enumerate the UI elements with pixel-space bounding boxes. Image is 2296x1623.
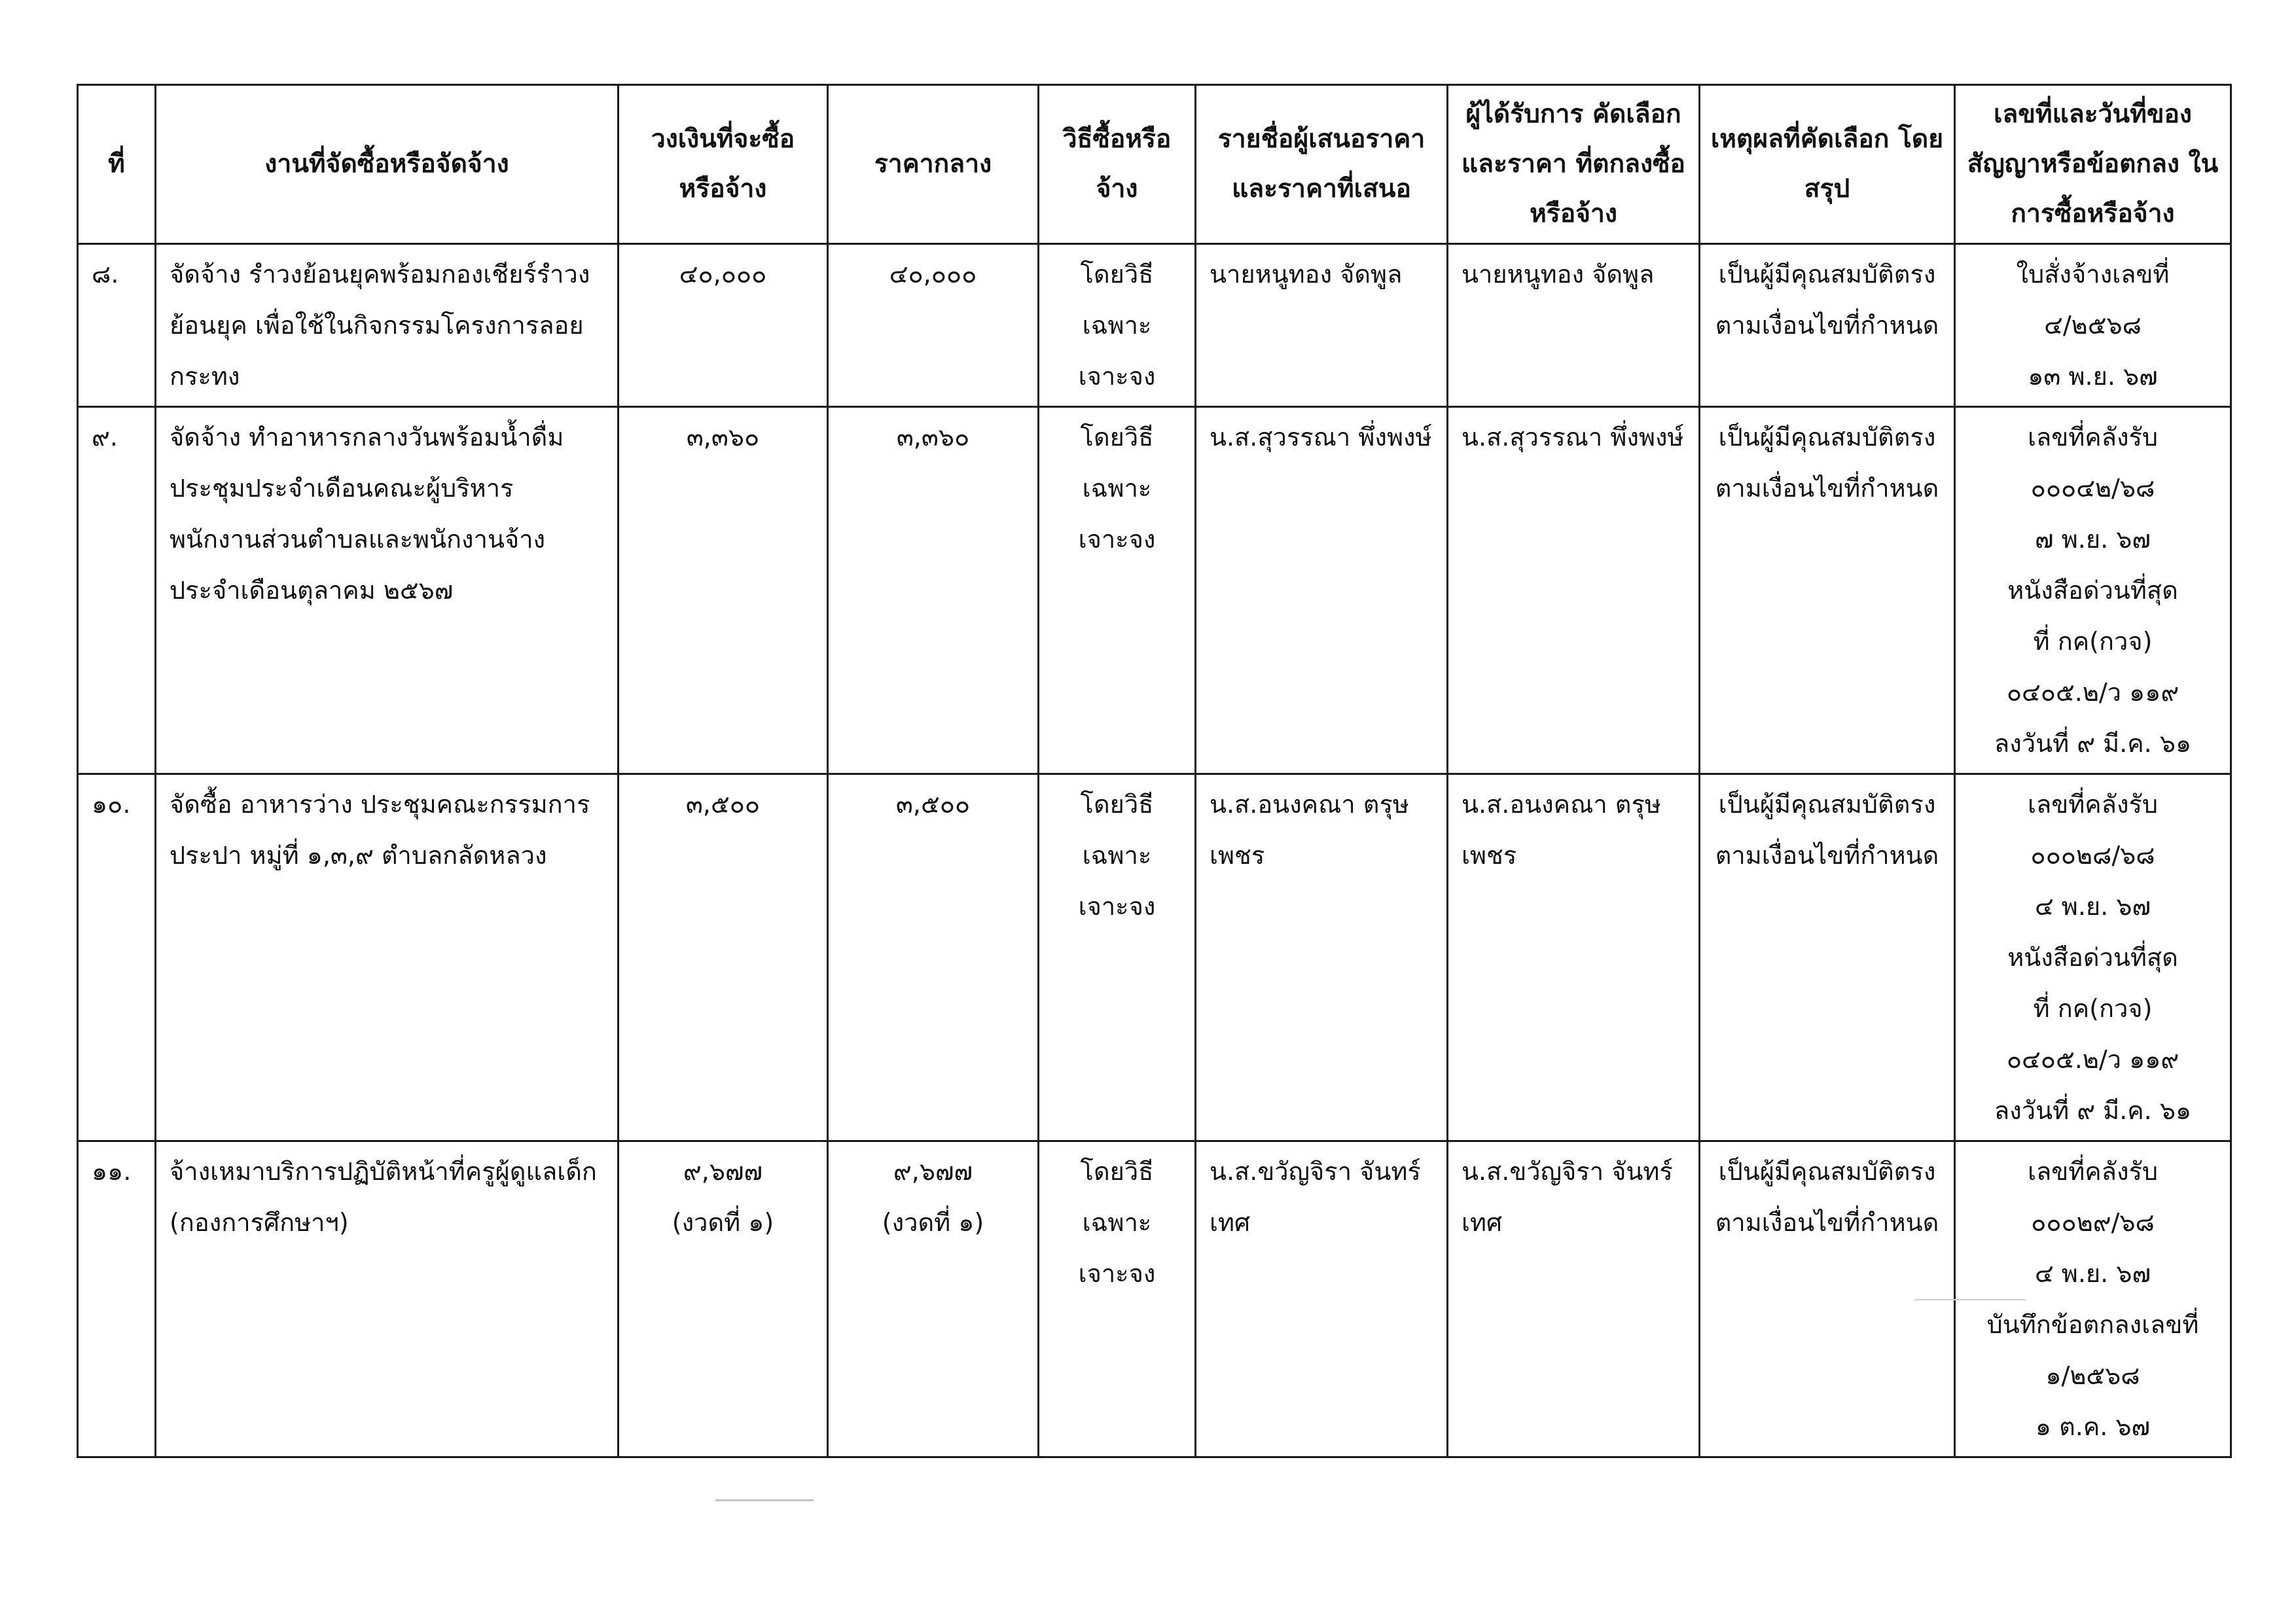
row-bidders: น.ส.สุวรรณา พึ่งพงษ์ — [1196, 407, 1448, 774]
row-reason: เป็นผู้มีคุณสมบัติตรงตามเงื่อนไขที่กำหนด — [1700, 1141, 1955, 1457]
row-budget — [619, 1141, 828, 1457]
header-contract: เลขที่และวันที่ของ สัญญาหรือข้อตกลง ในการซื้อหรือจ้าง — [1955, 85, 2231, 244]
row-reason: เป็นผู้มีคุณสมบัติตรงตามเงื่อนไขที่กำหนด — [1700, 407, 1955, 774]
row-budget: ๓,๕๐๐ — [619, 774, 828, 1141]
contract-line: หนังสือด่วนที่สุด — [2007, 576, 2178, 605]
contract-line: เลขที่คลังรับ — [2027, 1157, 2159, 1186]
contract-line: ๗ พ.ย. ๖๗ — [2035, 525, 2151, 554]
row-method: โดยวิธีเฉพาะเจาะจง — [1039, 774, 1196, 1141]
table-row — [78, 774, 2231, 1141]
contract-line: เลขที่คลังรับ — [2027, 423, 2159, 452]
header-budget: วงเงินที่จะซื้อ หรือจ้าง — [619, 85, 828, 244]
row-median-price: ๔๐,๐๐๐ — [828, 244, 1039, 407]
row-selected: นายหนูทอง จัดพูล — [1448, 244, 1700, 407]
table-row — [78, 407, 2231, 774]
table-header-row — [78, 85, 2231, 244]
procurement-table — [77, 84, 2232, 1458]
contract-line: เลขที่คลังรับ — [2027, 790, 2159, 819]
header-no: ที่ — [78, 85, 156, 244]
row-selected: น.ส.สุวรรณา พึ่งพงษ์ — [1448, 407, 1700, 774]
row-median-price: ๓,๕๐๐ — [828, 774, 1039, 1141]
contract-line: ใบสั่งจ้างเลขที่ — [2016, 260, 2170, 289]
table-row — [78, 244, 2231, 407]
row-no: ๙. — [78, 407, 156, 774]
header-method: วิธีซื้อหรือ จ้าง — [1039, 85, 1196, 244]
contract-line: ๔/๒๕๖๘ — [2044, 311, 2142, 340]
contract-line: ลงวันที่ ๙ มี.ค. ๖๑ — [1994, 1096, 2192, 1125]
row-task: จัดจ้าง ทำอาหารกลางวันพร้อมน้ำดื่ม ประชุมประจำเดือนคณะผู้บริหาร พนักงานส่วนตำบลและพนักงานจ้าง ประจำเดือนตุลาคม ๒๕๖๗ — [156, 407, 619, 774]
scan-mark — [715, 1499, 814, 1501]
table-row — [78, 1141, 2231, 1457]
contract-line: ๑๓ พ.ย. ๖๗ — [2028, 362, 2158, 391]
row-selected: น.ส.ขวัญจิรา จันทร์เทศ — [1448, 1141, 1700, 1457]
row-task: จัดซื้อ อาหารว่าง ประชุมคณะกรรมการประปา หมู่ที่ ๑,๓,๙ ตำบลกลัดหลวง — [156, 774, 619, 1141]
row-method: โดยวิธีเฉพาะเจาะจง — [1039, 1141, 1196, 1457]
row-method: โดยวิธีเฉพาะเจาะจง — [1039, 244, 1196, 407]
contract-line: ๐๐๐๒๘/๖๘ — [2030, 841, 2155, 870]
scan-mark — [1914, 1299, 2026, 1300]
contract-line: ๔ พ.ย. ๖๗ — [2034, 1259, 2151, 1288]
contract-line: ๐๐๐๒๙/๖๘ — [2031, 1208, 2155, 1237]
budget-installment: (งวดที่ ๑) — [672, 1208, 774, 1237]
row-median-price: ๓,๓๖๐ — [828, 407, 1039, 774]
row-contract — [1955, 774, 2231, 1141]
row-reason: เป็นผู้มีคุณสมบัติตรงตามเงื่อนไขที่กำหนด — [1700, 244, 1955, 407]
median-installment: (งวดที่ ๑) — [882, 1208, 984, 1237]
header-bidders: รายชื่อผู้เสนอราคา และราคาที่เสนอ — [1196, 85, 1448, 244]
row-task: จ้างเหมาบริการปฏิบัติหน้าที่ครูผู้ดูแลเด็ก (กองการศึกษาฯ) — [156, 1141, 619, 1457]
contract-line: ๐๔๐๕.๒/ว ๑๑๙ — [2006, 1045, 2179, 1074]
row-selected: น.ส.อนงคณา ตรุษเพชร — [1448, 774, 1700, 1141]
contract-line: ๔ พ.ย. ๖๗ — [2034, 892, 2151, 921]
contract-line: ๐๔๐๕.๒/ว ๑๑๙ — [2006, 678, 2179, 707]
row-no: ๘. — [78, 244, 156, 407]
row-reason: เป็นผู้มีคุณสมบัติตรงตามเงื่อนไขที่กำหนด — [1700, 774, 1955, 1141]
header-selected: ผู้ได้รับการ คัดเลือกและราคา ที่ตกลงซื้อหรือจ้าง — [1448, 85, 1700, 244]
header-reason: เหตุผลที่คัดเลือก โดยสรุป — [1700, 85, 1955, 244]
contract-line: บันทึกข้อตกลงเลขที่ — [1986, 1310, 2199, 1339]
row-median-price — [828, 1141, 1039, 1457]
contract-line: ลงวันที่ ๙ มี.ค. ๖๑ — [1994, 729, 2192, 758]
row-contract — [1955, 407, 2231, 774]
contract-line: ที่ กค(กวจ) — [2033, 627, 2153, 656]
header-median-price: ราคากลาง — [828, 85, 1039, 244]
contract-line: หนังสือด่วนที่สุด — [2007, 943, 2178, 972]
row-bidders: น.ส.ขวัญจิรา จันทร์เทศ — [1196, 1141, 1448, 1457]
row-budget: ๔๐,๐๐๐ — [619, 244, 828, 407]
contract-line: ๑ ต.ค. ๖๗ — [2035, 1412, 2151, 1441]
row-no: ๑๐. — [78, 774, 156, 1141]
row-budget: ๓,๓๖๐ — [619, 407, 828, 774]
budget-amount: ๙,๖๗๗ — [683, 1157, 763, 1186]
row-method: โดยวิธีเฉพาะเจาะจง — [1039, 407, 1196, 774]
median-amount: ๙,๖๗๗ — [893, 1157, 973, 1186]
row-bidders: นายหนูทอง จัดพูล — [1196, 244, 1448, 407]
row-bidders: น.ส.อนงคณา ตรุษเพชร — [1196, 774, 1448, 1141]
header-task: งานที่จัดซื้อหรือจัดจ้าง — [156, 85, 619, 244]
contract-line: ที่ กค(กวจ) — [2033, 994, 2153, 1023]
row-task: จัดจ้าง รำวงย้อนยุคพร้อมกองเชียร์รำวงย้อนยุค เพื่อใช้ในกิจกรรมโครงการลอยกระทง — [156, 244, 619, 407]
row-no: ๑๑. — [78, 1141, 156, 1457]
contract-line: ๐๐๐๔๒/๖๘ — [2030, 474, 2155, 503]
row-contract — [1955, 244, 2231, 407]
contract-line: ๑/๒๕๖๘ — [2045, 1361, 2140, 1390]
